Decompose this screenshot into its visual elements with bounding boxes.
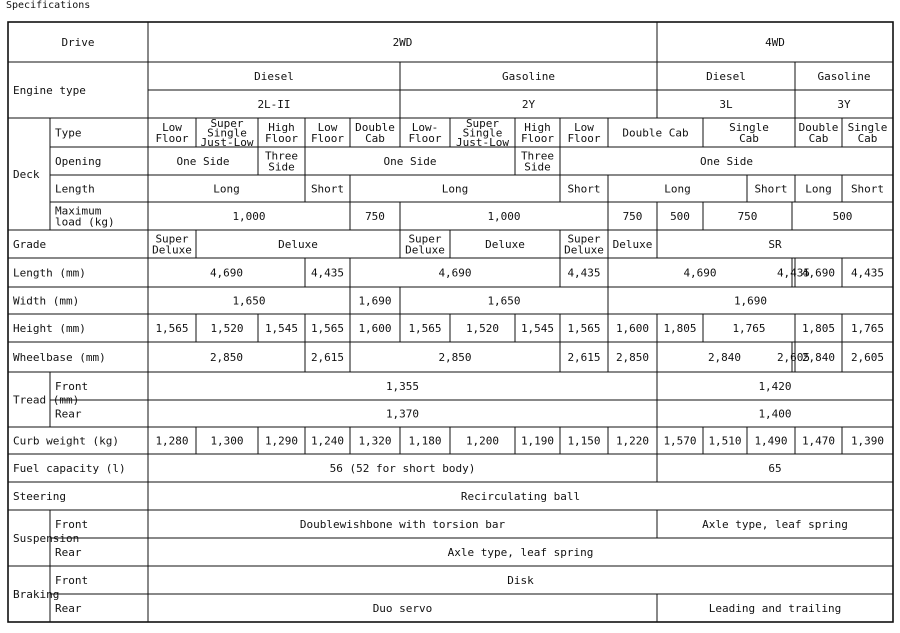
table-cell-text: 1,150 — [567, 434, 601, 448]
table-cell-text: 2L-II — [257, 98, 291, 111]
table-cell-text: One Side — [176, 155, 230, 168]
table-cell-text: 1,355 — [385, 380, 420, 393]
table-cell-text: Super Single Just-Low — [456, 117, 509, 149]
table-cell-text: Three Side — [520, 149, 555, 174]
table-cell-text: 1,650 — [487, 294, 521, 308]
table-cell-text: Curb weight (kg) — [13, 434, 119, 448]
table-cell-text: Length — [55, 182, 95, 196]
table-cell-text: Grade — [13, 238, 47, 251]
table-cell-text: Single Cab — [847, 121, 888, 145]
table-cell-text: 1,690 — [733, 294, 768, 308]
table-cell-text: Super Deluxe — [152, 232, 192, 257]
table-cell-text: 1,765 — [850, 322, 885, 335]
table-cell-text: Engine type — [13, 84, 86, 97]
table-cell-text: Single Cab — [729, 121, 769, 145]
table-cell-text: Drive — [61, 36, 95, 49]
table-cell-text: 1,565 — [567, 322, 601, 335]
table-cell-text: 4,690 — [683, 266, 717, 280]
table-cell-text: 65 — [768, 462, 782, 475]
table-cell-text: 500 — [832, 210, 853, 223]
table-cell-text: Fuel capacity (l) — [13, 462, 126, 475]
table-cell-text: 1,690 — [358, 294, 392, 308]
table-cell-text: Wheelbase (mm) — [13, 351, 106, 364]
table-cell-text: 2WD — [392, 36, 413, 49]
table-cell-text: Doublewishbone with torsion bar — [299, 518, 506, 531]
table-cell-text: 1,765 — [732, 322, 766, 335]
table-cell-text: Front — [55, 380, 89, 393]
table-cell-text: 4,435 — [776, 266, 811, 280]
table-cell-text: 2,615 — [567, 351, 601, 364]
table-cell-text: Recirculating ball — [460, 490, 581, 503]
table-cell-text: Long — [805, 182, 832, 196]
table-cell-text: 1,290 — [264, 434, 299, 448]
table-cell-text: 1,220 — [615, 434, 650, 448]
table-cell-text: Maximum load (kg) — [55, 204, 115, 229]
table-cell-text: 750 — [622, 210, 643, 223]
table-cell-text: 750 — [365, 210, 385, 223]
table-cell-text: Double Cab — [622, 126, 689, 140]
table-cell-text: 2Y — [521, 98, 536, 111]
table-cell-text: Gasoline — [817, 70, 871, 83]
table-cell-text: 1,565 — [310, 322, 345, 335]
table-cell-text: Diesel — [706, 70, 746, 83]
table-cell-text: 1,510 — [708, 434, 742, 448]
table-cell-text: 4,690 — [209, 266, 244, 280]
table-cell-text: 1,520 — [210, 322, 244, 335]
table-cell-text: 1,805 — [801, 322, 836, 335]
table-cell-text: Short — [310, 182, 345, 196]
table-cell-text: Braking — [13, 588, 60, 601]
table-cell-text: 4WD — [765, 36, 785, 49]
table-cell-text: 1,240 — [310, 434, 345, 448]
table-cell-text: 1,420 — [758, 380, 792, 393]
table-cell-text: Low Floor — [310, 121, 345, 145]
table-cell-text: 4,435 — [850, 266, 885, 280]
table-cell-text: 1,190 — [520, 434, 555, 448]
table-cell-text: Axle type, leaf spring — [447, 546, 594, 559]
table-cell-text: 2,850 — [615, 351, 650, 364]
table-cell-text: Suspension — [13, 532, 80, 545]
table-cell-text: 4,690 — [801, 266, 836, 280]
table-cell-text: 1,000 — [232, 210, 266, 223]
table-cell-text: 1,400 — [758, 407, 792, 421]
table-cell-text: Gasoline — [502, 70, 555, 83]
table-cell-text: Type — [55, 126, 82, 140]
page-title: Specifications — [6, 0, 91, 11]
table-cell-text: 3L — [719, 98, 733, 111]
table-cell-text: Rear — [55, 602, 82, 615]
table-cell-text: 4,435 — [310, 266, 345, 280]
table-cell-text: Short — [567, 182, 601, 196]
table-cell-text: SR — [768, 238, 782, 251]
table-cell-text: 2,840 — [801, 351, 836, 364]
table-cell-text: 1,280 — [155, 434, 189, 448]
table-cell-text: Low Floor — [155, 121, 189, 145]
table-cell-text: 1,805 — [663, 322, 697, 335]
table-cell-text: Tread (mm) — [13, 393, 80, 407]
table-cell-text: Super Single Just-Low — [200, 117, 254, 149]
table-cell-text: High Floor — [264, 121, 299, 145]
table-cell-text: Steering — [13, 490, 66, 503]
table-cell-text: Super Deluxe — [405, 232, 445, 257]
table-cell-text: 1,180 — [408, 434, 442, 448]
table-cell-text: Deluxe — [278, 238, 318, 251]
table-cell-text: Three Side — [264, 149, 299, 174]
table-cell-text: Diesel — [254, 70, 294, 83]
table-cell-text: 1,200 — [465, 434, 500, 448]
table-cell-text: Deluxe — [485, 238, 525, 251]
table-cell-text: One Side — [383, 155, 437, 168]
table-cell-text: Duo servo — [372, 602, 433, 615]
table-cell-text: Front — [55, 518, 89, 531]
table-cell-text: 1,370 — [385, 407, 420, 421]
table-cell-text: Low-Floor — [408, 121, 442, 145]
table-cell-text: Short — [850, 182, 885, 196]
table-cell-text: Axle type, leaf spring — [702, 518, 848, 531]
table-cell-text: 2,850 — [438, 351, 472, 364]
table-cell-text: One Side — [700, 155, 753, 168]
table-cell-text: 750 — [737, 210, 758, 223]
table-cell-text: 2,615 — [310, 351, 345, 364]
table-cell-text: 1,565 — [155, 322, 189, 335]
table-cell-text: Leading and trailing — [708, 602, 842, 615]
table-cell-text: 1,390 — [850, 434, 885, 448]
table-cell-text: Rear — [55, 407, 82, 421]
table-cell-text: Short — [754, 182, 788, 196]
table-cell-text: 1,300 — [210, 434, 244, 448]
table-cell-text: 1,490 — [754, 434, 788, 448]
table-cell-text: 1,650 — [232, 294, 266, 308]
table-cell-text: Width (mm) — [13, 294, 80, 308]
table-cell-text: 56 (52 for short body) — [329, 462, 476, 475]
table-cell-text: High Floor — [520, 121, 555, 145]
table-cell-text: 4,435 — [567, 266, 601, 280]
table-cell-text: 1,545 — [264, 322, 299, 335]
table-cell-text: Low Floor — [567, 121, 601, 145]
table-cell-text: Long — [441, 182, 469, 196]
table-cell-text: Double Cab — [355, 121, 395, 145]
table-cell-text: Super Deluxe — [564, 232, 604, 257]
table-cell-text: Long — [664, 182, 691, 196]
table-cell-text: 2,840 — [707, 351, 742, 364]
table-cell-text: 1,000 — [487, 210, 521, 223]
table-cell-text: Deck — [13, 168, 40, 181]
table-cell-text: 4,690 — [438, 266, 472, 280]
table-cell-text: 1,320 — [358, 434, 392, 448]
table-cell-text: 1,545 — [520, 322, 555, 335]
table-cell-text: 2,850 — [209, 351, 244, 364]
table-cell-text: 2,605 — [850, 351, 885, 364]
table-cell-text: 500 — [670, 210, 690, 223]
table-cell-text: 1,470 — [801, 434, 836, 448]
table-cell-text: Disk — [507, 574, 534, 587]
table-cell-text: 1,600 — [358, 322, 392, 335]
table-cell-text: 2,605 — [776, 351, 811, 364]
table-cell-text: Length (mm) — [13, 266, 86, 280]
table-cell-text: 1,520 — [465, 322, 500, 335]
table-cell-text: 3Y — [837, 98, 851, 111]
table-cell-text: 1,600 — [615, 322, 650, 335]
table-cell-text: Double Cab — [798, 121, 839, 145]
table-cell-text: 1,565 — [408, 322, 442, 335]
table-cell-text: 1,570 — [663, 434, 697, 448]
table-cell-text: Front — [55, 574, 89, 587]
table-cell-text: Rear — [55, 546, 82, 559]
table-cell-text: Deluxe — [612, 238, 653, 251]
table-cell-text: Height (mm) — [13, 322, 86, 335]
table-cell-text: Long — [213, 182, 240, 196]
table-cell-text: Opening — [55, 155, 102, 168]
